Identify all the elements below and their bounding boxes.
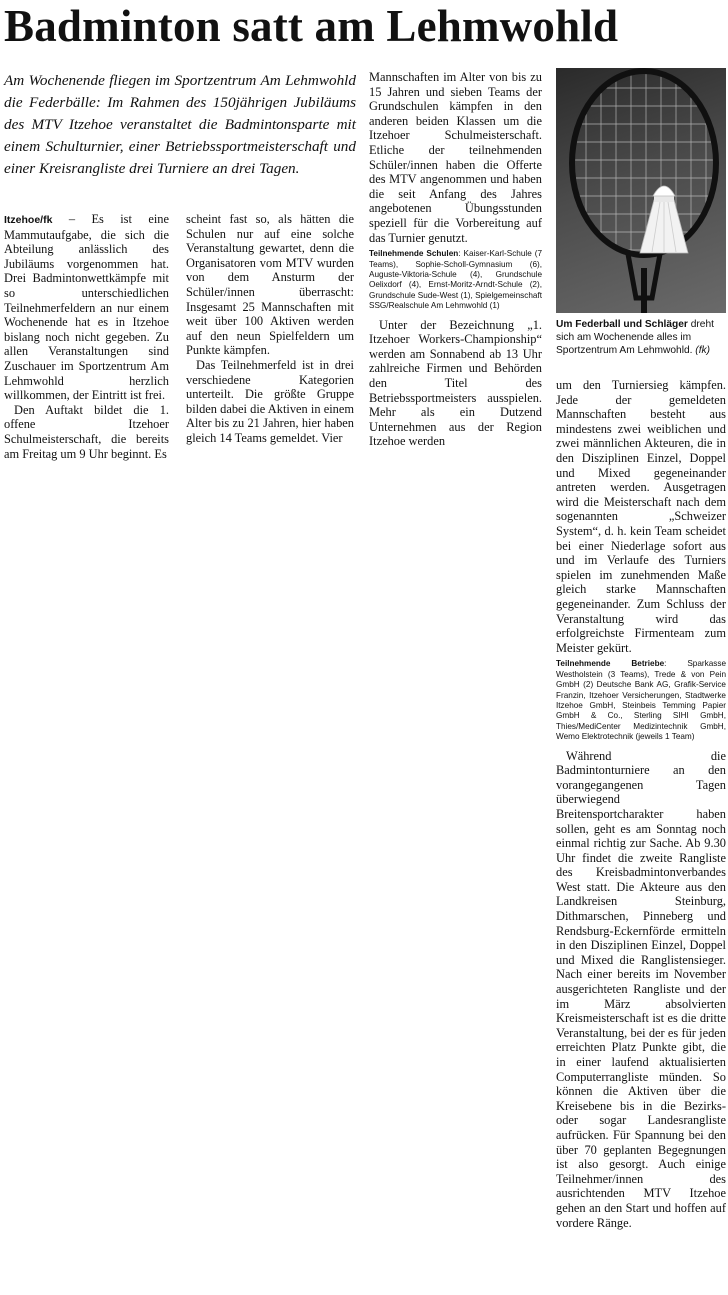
racket-shuttlecock-illustration	[556, 68, 726, 313]
paragraph: Das Teilnehmerfeld ist in drei verschiedene Kategorien unterteilt. Die größte Gruppe bilden dabei die Aktiven in einem Alter bis zu 21 Jahren, hier haben gleich 14 Teams gemeldet. Vier	[186, 357, 354, 445]
paragraph: um den Turniersieg kämpfen. Jede der gemeldeten Mannschaften besteht aus mindestens zwei weiblichen und zwei männlichen Akteuren, die in den Disziplinen Einzel, Doppel und Mixed gegeneinander antreten werden. Ausgetragen wird die Meisterschaft nach dem sogenannten „Schweizer System“, d. h. kein Team scheidet bei einer Niederlage sofort aus und im Verlaufe des Turniers spielen im zunehmenden Maße gleich starke Mannschaften gegeneinander. Zum Schluss der Veranstaltung wird das erfolgreichste Firmenteam zum Meister gekürt.	[556, 378, 726, 655]
caption-text: dreht sich am Wochenende alles im Sportzentrum Am Lehmwohld.	[556, 319, 714, 356]
caption-title: Um Federball und Schläger	[556, 319, 688, 330]
badminton-photo	[556, 68, 726, 313]
paragraph: Mannschaften im Alter von bis zu 15 Jahren und sieben Teams der Grundschulen kämpfen in den anderen beiden Klassen um die Itzehoer Schulmeisterschaft. Etliche der teilnehmenden Schüler/innen haben die Offerte des MTV angenommen und haben die seit Anfang des Jahres angebotenen Übungsstunden speziell für die Vorbereitung auf das Turnier genutzt.	[369, 70, 542, 245]
company-list	[556, 659, 726, 742]
column-3	[369, 70, 542, 449]
column-4	[556, 378, 726, 1230]
paragraph: Unter der Bezeichnung „1. Itzehoer Workers-Championship“ werden am Sonnabend ab 13 Uhr zahlreiche Firmen und Behörden den Titel des Betriebssportmeisters ausspielen. Mehr als ein Dutzend Unternehmen aus der Region Itzehoe werden	[369, 317, 542, 449]
list-text: : Kaiser-Karl-Schule (7 Teams), Sophie-Scholl-Gymnasium (6), Auguste-Viktoria-Schule (4), Grundschule Oelixdorf (4), Ernst-Moritz-Arndt-Schule (2), Grundschule Sude-West (1), Spielgemeinschaft SSG/Realschule Am Lehmwohld (1)	[369, 249, 543, 311]
column-2	[186, 212, 354, 446]
caption-credit: (fk)	[695, 345, 711, 356]
dateline: Itzehoe/fk	[4, 214, 53, 226]
photo-caption	[556, 318, 728, 357]
list-text: : Sparkasse Westholstein (3 Teams), Trede & von Pein GmbH (2) Deutsche Bank AG, Grafik-Service Franzin, Itzehoer Versicherungen, Stadtwerke Itzehoe GmbH, Steinbeis Temming Papier GmbH & Co., Sterling SIHI GmbH, Thies/MediCenter Medizintechnik GmbH, Wemo Elektrotechnik (jeweils 1 Team)	[556, 659, 726, 742]
paragraph: scheint fast so, als hätten die Schulen nur auf eine solche Veranstaltung gewartet, denn die Organisatoren vom MTV wurden von dem Ansturm der Schüler/innen überrascht: Insgesamt 25 Mannschaften mit weit über 100 Aktiven werden auf den neun Spielfeldern um Punkte kämpfen.	[186, 212, 354, 358]
paragraph	[4, 212, 169, 403]
school-list	[369, 249, 542, 311]
paragraph-text: – Es ist eine Mammutaufgabe, die sich die Abteilung anlässlich des Jubiläums vorgenommen hat. Drei Badmintonwettkämpfe mit so unterschiedlichen Teilnehmerfeldern an nur einem Wochenende hat es in Itzehoe bislang noch nicht gegeben. Zu allen Veranstaltungen sind Zuschauer im Sportzentrum Am Lehmwohld herzlich willkommen, der Eintritt ist frei.	[4, 212, 169, 403]
list-label: Teilnehmende Schulen	[369, 249, 459, 259]
headline: Badminton satt am Lehmwohld	[4, 1, 619, 51]
lead-paragraph: Am Wochenende fliegen im Sportzentrum Am Lehmwohld die Federbälle: Im Rahmen des 150jährigen Jubiläums des MTV Itzehoe veranstaltet die Badmintonsparte mit einem Schulturnier, einer Betriebssportmeisterschaft und einer Kreisrangliste drei Turniere an drei Tagen.	[4, 72, 356, 177]
paragraph: Während die Badmintonturniere an den vorangegangenen Tagen überwiegend Breitensportcharakter haben sollen, geht es am Sonntag noch einmal richtig zur Sache. Ab 9.30 Uhr findet die zweite Rangliste des Kreisbadmintonverbandes West statt. Die Akteure aus den Landkreisen Steinburg, Dithmarschen, Pinneberg und Rendsburg-Eckernförde ermitteln in den Disziplinen Einzel, Doppel und Mixed die Ranglistensieger. Nach einer bereits im November ausgerichteten Rangliste und der im März absolvierten Kreismeisterschaft ist es die dritte Veranstaltung, bei der es für jeden erreichten Platz Punkte gibt, die in einer laufend aktualisierten Computerrangliste münden. So können die Aktiven über die Kreisebene bis in die Bezirks- oder sogar Landesrangliste aufrücken. Für Spannung bei den über 70 geplanten Begegnungen ist also gesorgt. Auch einige Teilnehmer/innen des ausrichtenden MTV Itzehoe gehen an den Start und hoffen auf vordere Ränge.	[556, 748, 726, 1230]
list-label: Teilnehmende Betriebe	[556, 659, 665, 669]
column-1	[4, 212, 169, 461]
paragraph: Den Auftakt bildet die 1. offene Itzehoer Schulmeisterschaft, die bereits am Freitag um 9 Uhr beginnt. Es	[4, 402, 169, 461]
